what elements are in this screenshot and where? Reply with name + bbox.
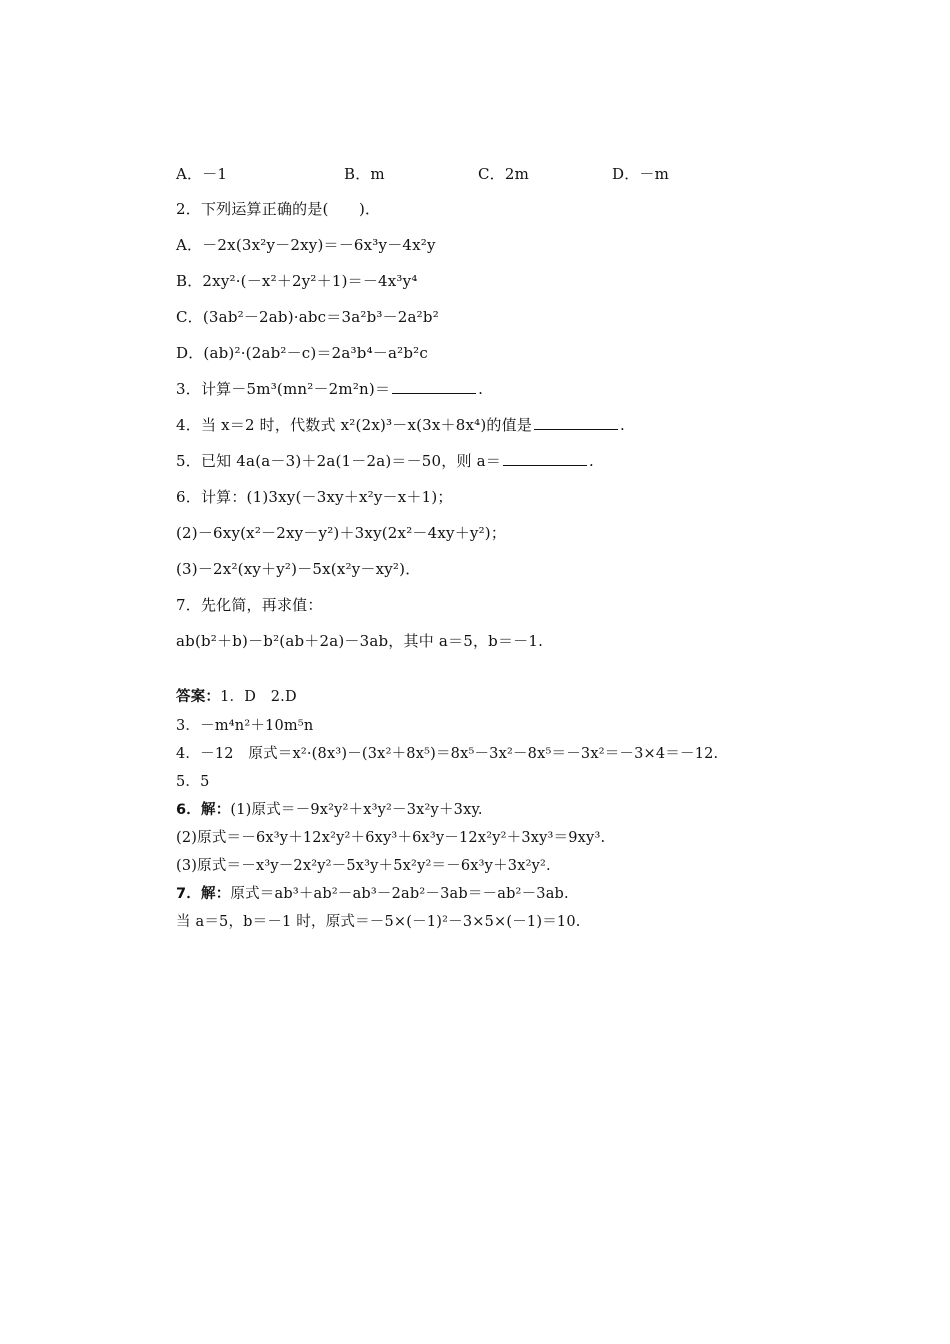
- q7-stem: 7．先化简，再求值：: [176, 596, 323, 614]
- q1-option-c: C．2m: [478, 165, 530, 183]
- q1-option-b: B．m: [344, 165, 385, 183]
- q4-answer-blank: [534, 415, 618, 430]
- answer-3: 3．－m⁴n²＋10m⁵n: [176, 718, 314, 734]
- q3-text: 3．计算－5m³(mn²－2m²n)＝: [176, 380, 391, 398]
- q1-option-a: A．－1: [176, 165, 228, 183]
- q3-end: .: [478, 380, 484, 398]
- q4-text: 4．当 x＝2 时，代数式 x²(2x)³－x(3x＋8x⁴)的值是: [176, 416, 533, 434]
- q2-stem: 2．下列运算正确的是( )．: [176, 200, 381, 218]
- q6-part-2: (2)－6xy(x²－2xy－y²)＋3xy(2x²－4xy＋y²)；: [176, 524, 507, 542]
- answer-6-1: [176, 800, 483, 820]
- q2-option-a: A．－2x(3x²y－2xy)＝－6x³y－4x²y: [176, 236, 436, 254]
- q4-line: [176, 415, 625, 435]
- answer-7: [176, 884, 569, 904]
- answer-6-3: (3)原式＝－x³y－2x²y²－5x³y＋5x²y²＝－6x³y＋3x²y².: [176, 858, 551, 874]
- q2-option-d: D．(ab)²·(2ab²－c)＝2a³b⁴－a²b²c: [176, 344, 428, 362]
- q5-line: [176, 451, 594, 471]
- q2-option-c: C．(3ab²－2ab)·abc＝3a²b³－2a²b²: [176, 308, 439, 326]
- answer-4: 4．－12 原式＝x²·(8x³)－(3x²＋8x⁵)＝8x⁵－3x²－8x⁵＝－3x²＝－3×4＝－12.: [176, 746, 719, 762]
- answer-label: 答案：: [176, 689, 221, 705]
- q5-text: 5．已知 4a(a－3)＋2a(1－2a)＝－50，则 a＝: [176, 452, 502, 470]
- answer-7-evaluation: 当 a＝5，b＝－1 时，原式＝－5×(－1)²－3×5×(－1)＝10.: [176, 914, 581, 930]
- answer-line-1: [176, 687, 297, 707]
- q1-options: [176, 164, 696, 184]
- q7-expression: ab(b²＋b)－b²(ab＋2a)－3ab，其中 a＝5，b＝－1.: [176, 632, 544, 650]
- answer-6-1-text: (1)原式＝－9x²y²＋x³y²－3x²y＋3xy.: [230, 802, 483, 818]
- q5-end: .: [589, 452, 594, 470]
- q3-answer-blank: [392, 379, 476, 394]
- answer-5: 5．5: [176, 774, 210, 790]
- q6-part-1: 6．计算：(1)3xy(－3xy＋x²y－x＋1)；: [176, 488, 453, 506]
- q3-line: [176, 379, 483, 399]
- answer-1-2: 1．D 2.D: [220, 689, 297, 705]
- q4-end: .: [620, 416, 625, 434]
- answer-6-label: 6．解：: [176, 802, 231, 818]
- answer-7-label: 7．解：: [176, 886, 231, 902]
- answer-6-2: (2)原式＝－6x³y＋12x²y²＋6xy³＋6x³y－12x²y²＋3xy³＝9xy³.: [176, 830, 606, 846]
- answer-7-text: 原式＝ab³＋ab²－ab³－2ab²－3ab＝－ab²－3ab.: [230, 886, 569, 902]
- q1-option-d: D．－m: [612, 165, 670, 183]
- q5-answer-blank: [503, 451, 587, 466]
- q6-part-3: (3)－2x²(xy＋y²)－5x(x²y－xy²)．: [176, 560, 421, 578]
- q2-option-b: B．2xy²·(－x²＋2y²＋1)＝－4x³y⁴: [176, 272, 418, 290]
